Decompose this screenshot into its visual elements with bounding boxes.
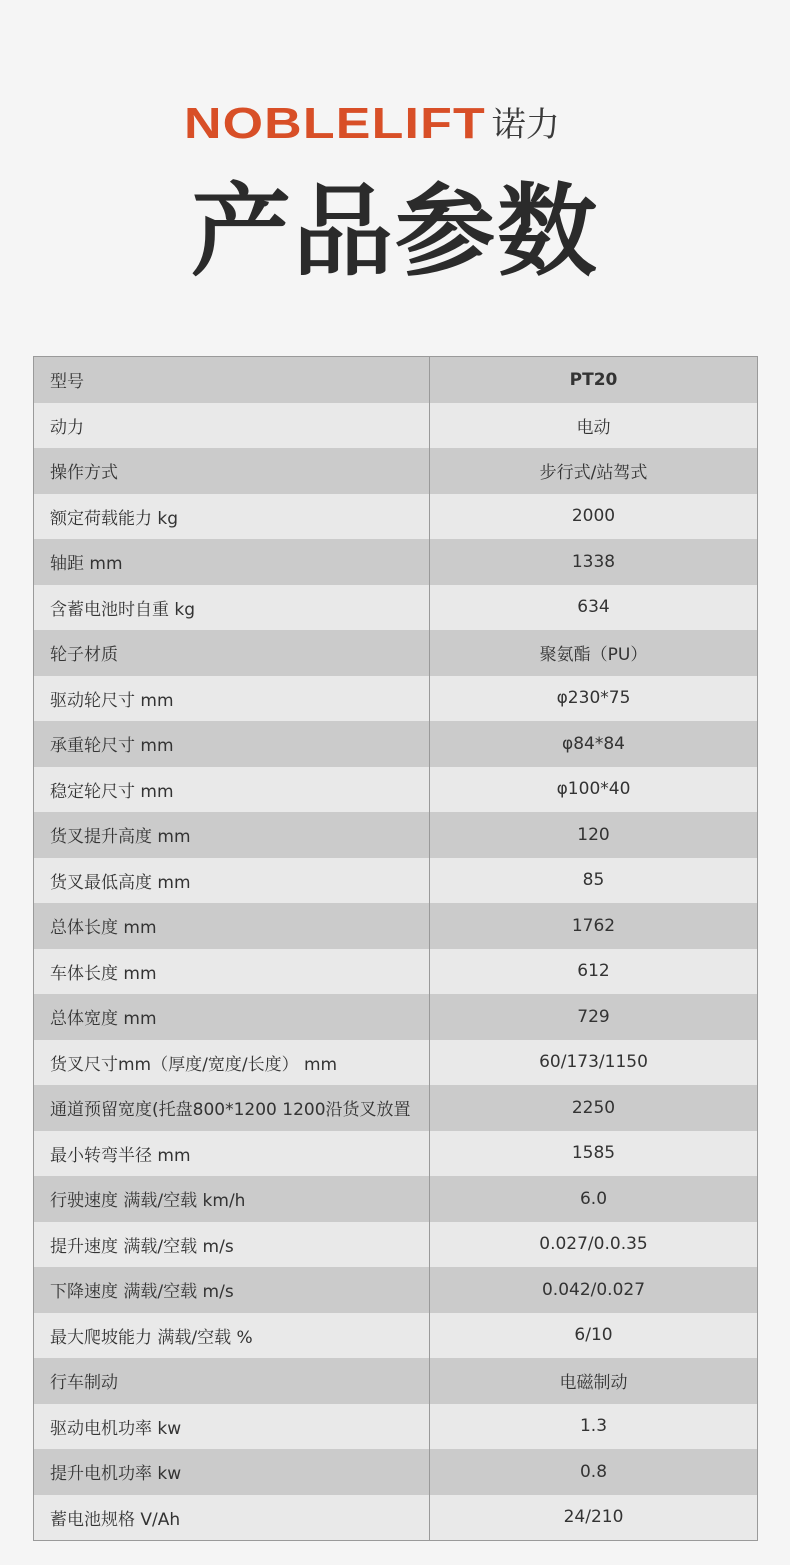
spec-value: 634	[577, 597, 610, 618]
brand-name: NOBLELIFT	[184, 99, 486, 148]
spec-label: 含蓄电池时自重 kg	[34, 585, 430, 631]
spec-value: φ100*40	[556, 779, 631, 800]
spec-value: PT20	[569, 369, 618, 390]
spec-value: φ230*75	[556, 688, 631, 709]
spec-value: φ84*84	[562, 733, 625, 754]
spec-value: 步行式/站驾式	[539, 463, 648, 484]
spec-value: 6/10	[574, 1325, 613, 1346]
table-row	[34, 357, 757, 403]
spec-value: 1.3	[579, 1416, 608, 1437]
table-row	[34, 767, 757, 813]
spec-label: 驱动电机功率 kw	[34, 1404, 430, 1450]
spec-label: 行驶速度 满载/空载 km/h	[34, 1176, 430, 1222]
spec-label: 蓄电池规格 V/Ah	[34, 1495, 430, 1541]
spec-value: 612	[577, 961, 610, 982]
table-row	[34, 858, 757, 904]
spec-label: 操作方式	[34, 448, 430, 494]
table-row	[34, 403, 757, 449]
spec-value: 24/210	[563, 1507, 624, 1528]
spec-label: 货叉提升高度 mm	[34, 812, 430, 858]
spec-table	[33, 356, 758, 1541]
spec-value: 729	[577, 1006, 610, 1027]
spec-value: 0.042/0.027	[541, 1279, 646, 1300]
table-row	[34, 1222, 757, 1268]
spec-value: 60/173/1150	[539, 1052, 648, 1073]
spec-value: 电磁制动	[559, 1373, 628, 1394]
table-row	[34, 994, 757, 1040]
spec-label: 驱动轮尺寸 mm	[34, 676, 430, 722]
brand-logo	[0, 99, 790, 148]
table-row	[34, 494, 757, 540]
spec-label: 最大爬坡能力 满载/空载 %	[34, 1313, 430, 1359]
spec-value: 2250	[571, 1097, 616, 1118]
spec-value: 120	[577, 824, 610, 845]
spec-value: 6.0	[579, 1188, 608, 1209]
spec-value: 1762	[571, 915, 616, 936]
spec-value: 1338	[571, 551, 616, 572]
table-row	[34, 1131, 757, 1177]
spec-value: 聚氨酯（PU）	[539, 645, 648, 666]
spec-label: 承重轮尺寸 mm	[34, 721, 430, 767]
spec-value: 电动	[576, 417, 611, 438]
spec-label: 总体长度 mm	[34, 903, 430, 949]
table-row	[34, 1404, 757, 1450]
spec-label: 型号	[34, 357, 430, 403]
spec-label: 动力	[34, 403, 430, 449]
table-row	[34, 1449, 757, 1495]
spec-value: 0.8	[579, 1461, 608, 1482]
spec-label: 通道预留宽度(托盘800*1200 1200沿货叉放置	[34, 1085, 430, 1131]
table-row	[34, 1358, 757, 1404]
table-row	[34, 812, 757, 858]
table-row	[34, 1267, 757, 1313]
table-row	[34, 539, 757, 585]
table-row	[34, 1313, 757, 1359]
spec-label: 行车制动	[34, 1358, 430, 1404]
spec-label: 提升电机功率 kw	[34, 1449, 430, 1495]
table-row	[34, 1085, 757, 1131]
spec-label: 货叉尺寸mm（厚度/宽度/长度） mm	[34, 1040, 430, 1086]
table-row	[34, 949, 757, 995]
brand-name-cn: 诺力	[491, 105, 560, 145]
table-row	[34, 630, 757, 676]
spec-label: 车体长度 mm	[34, 949, 430, 995]
spec-label: 总体宽度 mm	[34, 994, 430, 1040]
spec-value: 1585	[571, 1143, 616, 1164]
table-row	[34, 1040, 757, 1086]
spec-label: 额定荷载能力 kg	[34, 494, 430, 540]
table-row	[34, 585, 757, 631]
table-row	[34, 1176, 757, 1222]
table-row	[34, 903, 757, 949]
spec-label: 轮子材质	[34, 630, 430, 676]
page-title: 产品参数	[191, 173, 599, 290]
table-row	[34, 676, 757, 722]
spec-value: 0.027/0.0.35	[539, 1234, 648, 1255]
table-row	[34, 721, 757, 767]
table-row	[34, 448, 757, 494]
spec-label: 最小转弯半径 mm	[34, 1131, 430, 1177]
spec-label: 提升速度 满载/空载 m/s	[34, 1222, 430, 1268]
spec-value: 2000	[571, 506, 616, 527]
spec-label: 货叉最低高度 mm	[34, 858, 430, 904]
spec-label: 稳定轮尺寸 mm	[34, 767, 430, 813]
table-row	[34, 1495, 757, 1541]
spec-value: 85	[582, 870, 605, 891]
spec-label: 下降速度 满载/空载 m/s	[34, 1267, 430, 1313]
spec-label: 轴距 mm	[34, 539, 430, 585]
